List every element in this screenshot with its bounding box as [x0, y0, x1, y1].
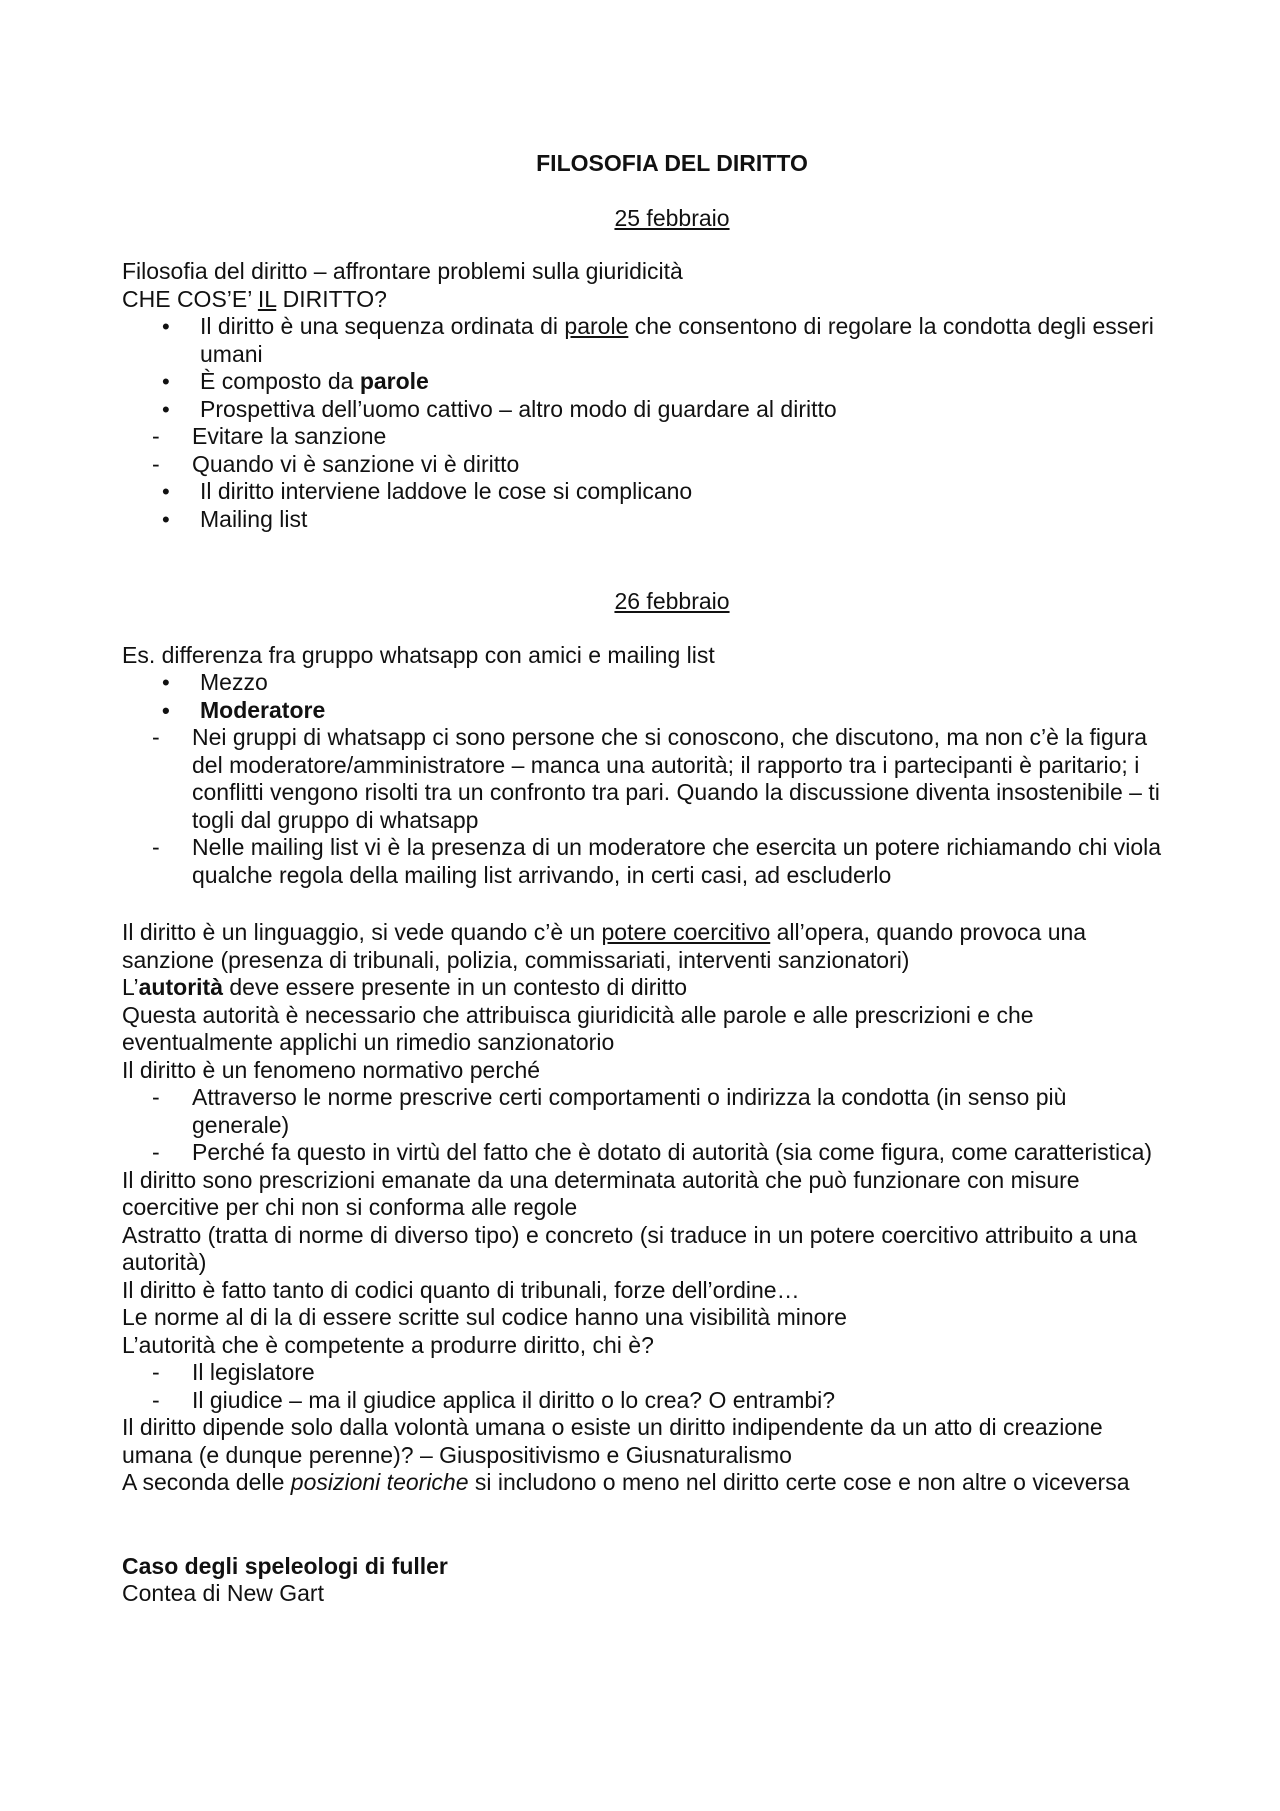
- bullet-list: [122, 478, 1162, 533]
- paragraph: CHE COS’E’ IL DIRITTO?: [122, 285, 387, 312]
- list-item: - Nelle mailing list vi è la presenza di un moderatore che esercita un potere richiamando chi viola qualche regola della mailing list arrivando, in certi casi, ad escluderlo: [122, 834, 1162, 889]
- list-item: • Prospettiva dell’uomo cattivo – altro modo di guardare al diritto: [122, 396, 1162, 424]
- paragraph: Il diritto sono prescrizioni emanate da una determinata autorità che può funzionare con misure coercitive per chi non si conforma alle regole: [122, 1166, 1080, 1220]
- paragraph: Il diritto è un linguaggio, si vede quando c’è un potere coercitivo all’opera, quando provoca una sanzione (presenza di tribunali, polizia, commissariati, interventi sanzionatori): [122, 919, 1087, 973]
- document-page: [122, 150, 1162, 1608]
- paragraph: Il diritto dipende solo dalla volontà umana o esiste un diritto indipendente da un atto di creazione umana (e dunque perenne)? – Giuspositivismo e Giusnaturalismo: [122, 1414, 1103, 1468]
- list-item: - Perché fa questo in virtù del fatto che è dotato di autorità (sia come figura, come caratteristica): [122, 1139, 1162, 1167]
- bullet-list: [122, 313, 1162, 423]
- paragraph: Il diritto è fatto tanto di codici quanto di tribunali, forze dell’ordine…: [122, 1276, 800, 1303]
- spacer: [122, 889, 1162, 919]
- paragraph: A seconda delle posizioni teoriche si includono o meno nel diritto certe cose e non altre o viceversa: [122, 1469, 1130, 1495]
- paragraph: Astratto (tratta di norme di diverso tipo) e concreto (si traduce in un potere coercitivo attribuito a una autorità): [122, 1221, 1138, 1275]
- list-item: • Moderatore: [122, 697, 1162, 725]
- dash-list: [122, 1084, 1162, 1167]
- list-item: • Mezzo: [122, 669, 1162, 697]
- list-item: • È composto da parole: [122, 368, 1162, 396]
- section-date-1: 25 febbraio: [614, 204, 730, 231]
- list-item: - Il giudice – ma il giudice applica il diritto o lo crea? O entrambi?: [122, 1387, 1162, 1415]
- list-item: - Quando vi è sanzione vi è diritto: [122, 451, 1162, 479]
- section-date-2: 26 febbraio: [614, 588, 730, 614]
- spacer: [122, 1497, 1162, 1553]
- dash-list: [122, 724, 1162, 889]
- paragraph: L’autorità deve essere presente in un contesto di diritto: [122, 974, 688, 1000]
- bullet-list: [122, 669, 1162, 724]
- list-item: • Il diritto è una sequenza ordinata di parole che consentono di regolare la condotta degli esseri umani: [122, 313, 1162, 368]
- paragraph: Il diritto è un fenomeno normativo perché: [122, 1056, 541, 1083]
- list-item: - Nei gruppi di whatsapp ci sono persone che si conoscono, che discutono, ma non c’è la figura del moderatore/amministratore – manca una autorità; il rapporto tra i partecipanti è paritario; i conflitti vengono risolti tra un confronto tra pari. Quando la discussione diventa insostenibile – ti togli dal gruppo di whatsapp: [122, 724, 1162, 834]
- list-item: - Il legislatore: [122, 1359, 1162, 1387]
- paragraph: Contea di New Gart: [122, 1580, 324, 1606]
- list-item: • Il diritto interviene laddove le cose si complicano: [122, 478, 1162, 506]
- paragraph: Es. differenza fra gruppo whatsapp con amici e mailing list: [122, 641, 715, 668]
- list-item: - Attraverso le norme prescrive certi comportamenti o indirizza la condotta (in senso più generale): [122, 1084, 1162, 1139]
- paragraph: Questa autorità è necessario che attribuisca giuridicità alle parole e alle prescrizioni e che eventualmente applichi un rimedio sanzionatorio: [122, 1001, 1034, 1055]
- paragraph: Le norme al di la di essere scritte sul codice hanno una visibilità minore: [122, 1304, 847, 1330]
- spacer: [122, 533, 1162, 588]
- list-item: - Evitare la sanzione: [122, 423, 1162, 451]
- paragraph: L’autorità che è competente a produrre diritto, chi è?: [122, 1331, 654, 1358]
- list-item: • Mailing list: [122, 506, 1162, 534]
- section-heading: Caso degli speleologi di fuller: [122, 1552, 448, 1579]
- dash-list: [122, 423, 1162, 478]
- document-title: FILOSOFIA DEL DIRITTO: [536, 150, 808, 176]
- paragraph: Filosofia del diritto – affrontare problemi sulla giuridicità: [122, 258, 683, 284]
- dash-list: [122, 1359, 1162, 1414]
